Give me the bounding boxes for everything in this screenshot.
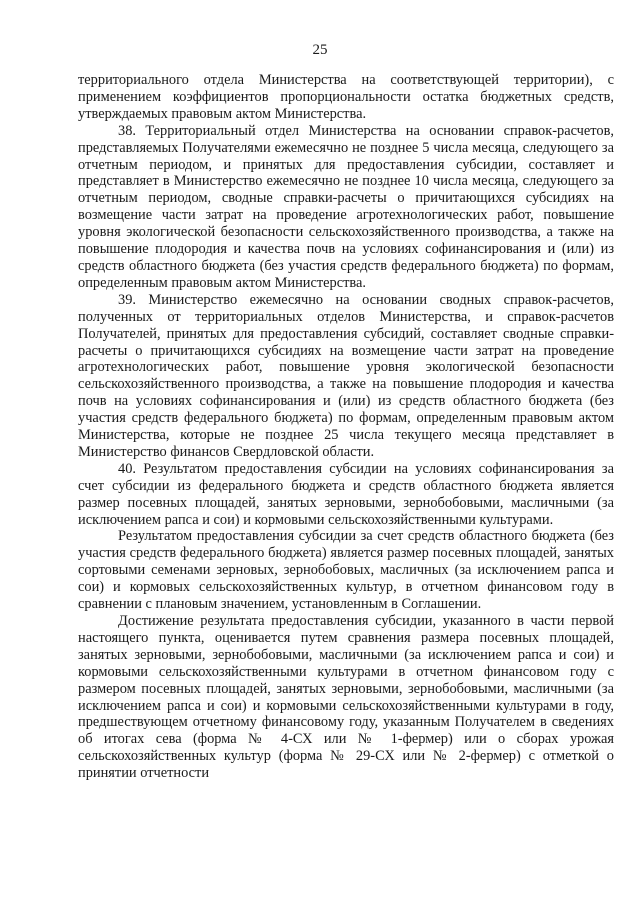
paragraph-item-40: 40. Результатом предоставления субсидии на условиях софинансирования за счет субсидии из федерального бюджета и средств областного бюджета является размер посевных площадей, занятых зерновыми, зернобобовыми, масличными (за исключением рапса и сои) и кормовыми сельскохозяйственными культурами. bbox=[78, 460, 614, 528]
paragraph-item-39: 39. Министерство ежемесячно на основании сводных справок-расчетов, полученных от территориальных отделов Министерства, и справок-расчетов Получателей, принятых для предоставления субсидий, составляет сводные справки-расчеты о причитающихся субсидиях на возмещение части затрат на проведение агротехнологических работ, повышение уровня экологической безопасности сельскохозяйственного производства, а также на повышение плодородия и качества почв на условиях софинансирования и (или) из средств областного бюджета (без участия средств федерального бюджета) по формам, определенным правовым актом Министерства, которые не позднее 25 числа текущего месяца представляет в Министерство финансов Свердловской области. bbox=[78, 291, 614, 460]
paragraph-continuation: территориального отдела Министерства на соответствующей территории), с применением коэффициентов пропорциональности остатка бюджетных средств, утверждаемых правовым актом Министерства. bbox=[78, 72, 614, 122]
page-number: 25 bbox=[312, 42, 328, 58]
paragraph-achievement: Достижение результата предоставления субсидии, указанного в части первой настоящего пункта, оценивается путем сравнения размера посевных площадей, занятых зерновыми, зернобобовыми, масличными (за исключением рапса и сои) и кормовыми сельскохозяйственными культурами в отчетном финансовом году с размером посевных площадей, занятых зерновыми, зернобобовыми, масличными (за исключением рапса и сои) и кормовыми сельскохозяйственными культурами в году, предшествующем отчетному финансовому году, указанным Получателем в сведениях об итогах сева (форма № 4-СХ или № 1-фермер) или о сборах урожая сельскохозяйственных культур (форма № 29-СХ или № 2-фермер) с отметкой о принятии отчетности bbox=[78, 613, 614, 782]
paragraph-result-regional: Результатом предоставления субсидии за счет средств областного бюджета (без участия средств федерального бюджета) является размер посевных площадей, занятых сортовыми семенами зерновых, зернобобовых, масличных (за исключением рапса и сои) и кормовых сельскохозяйственных культур, в отчетном финансовом году в сравнении с плановым значением, установленным в Соглашении. bbox=[78, 528, 614, 613]
document-body bbox=[78, 72, 614, 782]
paragraph-item-38: 38. Территориальный отдел Министерства на основании справок-расчетов, представляемых Получателями ежемесячно не позднее 5 числа месяца, следующего за отчетным периодом, и принятых для предоставления субсидии, составляет и представляет в Министерство ежемесячно не позднее 10 числа месяца, следующего за отчетным периодом, сводные справки-расчеты о причитающихся субсидиях на возмещение части затрат на проведение агротехнологических работ, повышение уровня экологической безопасности сельскохозяйственного производства, а также на повышение плодородия и качества почв на условиях софинансирования и (или) из средств областного бюджета (без участия средств федерального бюджета) по формам, определенным правовым актом Министерства. bbox=[78, 122, 614, 291]
